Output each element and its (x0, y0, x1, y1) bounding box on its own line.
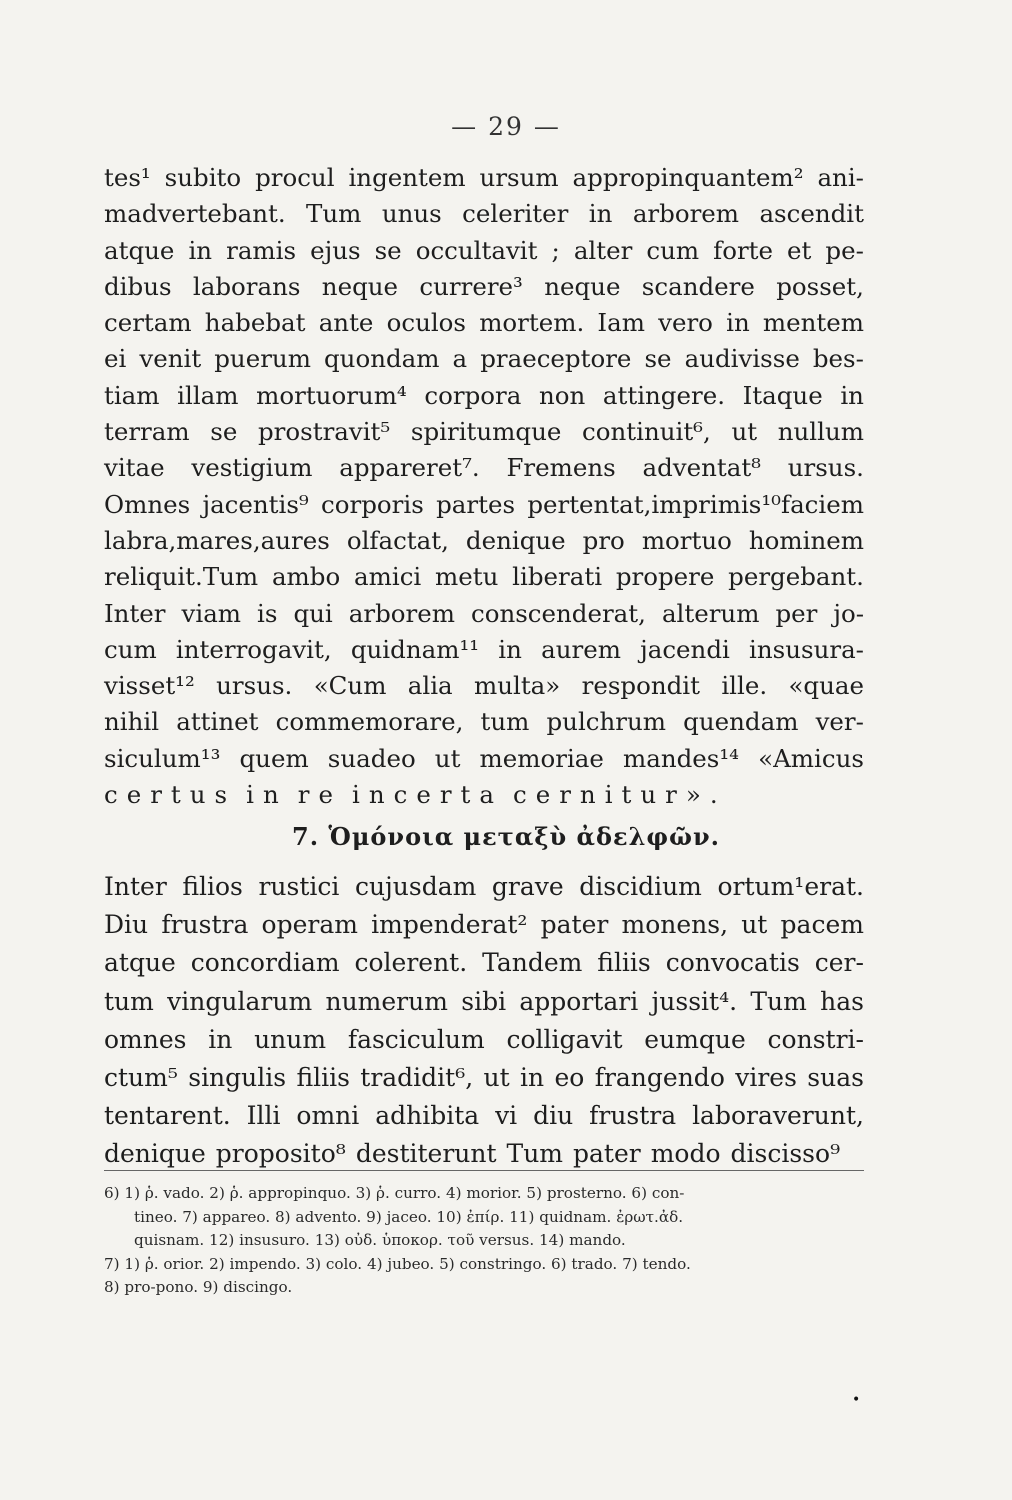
word: tradidit⁶, (360, 1062, 474, 1092)
text-line (104, 1097, 864, 1135)
text-line (104, 450, 864, 486)
word: ver- (815, 707, 864, 737)
word: in (520, 1062, 545, 1092)
word: subito (164, 163, 242, 192)
word: puerum (214, 344, 311, 374)
word: frustra (161, 910, 249, 940)
word: cum (104, 634, 157, 664)
word: viam (181, 598, 242, 628)
word: arborem (632, 199, 740, 229)
word: denique (465, 525, 566, 555)
word: corpora (424, 380, 522, 410)
word: re (297, 780, 342, 810)
word: mortem. (479, 308, 585, 338)
text-line (104, 741, 864, 777)
word: mortuorum⁴ (256, 380, 407, 410)
word: quem (239, 743, 309, 773)
word: jussit⁴. (651, 986, 738, 1016)
footnote-line: quisnam. 12) insusuro. 13) οὐδ. ὑποκορ. τοῦ versus. 14) mando. (134, 1231, 626, 1249)
word: tum (480, 707, 530, 737)
word: discidium (579, 872, 702, 901)
word: is (257, 598, 278, 628)
word: cer- (814, 948, 864, 978)
word: «quae (788, 671, 864, 701)
word: aurem (541, 634, 621, 664)
footnote-divider (104, 1170, 864, 1171)
word: convocatis (665, 948, 800, 978)
word: omni (296, 1101, 360, 1131)
word: destiterunt (355, 1139, 497, 1169)
word: atque (104, 235, 175, 265)
word: celeriter (462, 199, 569, 229)
word: «Amicus (758, 743, 864, 773)
word: in (726, 308, 750, 338)
word: quondam (323, 344, 440, 374)
word: vires (735, 1062, 797, 1092)
word: pro (582, 525, 625, 555)
word: commemorare, (275, 707, 464, 737)
word: Fremens (506, 453, 616, 483)
word: monens, (621, 910, 729, 940)
word: ut (434, 743, 461, 773)
word: jacendi (640, 634, 730, 664)
word: sibi (461, 986, 507, 1016)
word: insusura- (749, 634, 864, 664)
word: mortuo (641, 525, 732, 555)
word: discisso⁹ (730, 1139, 841, 1169)
footnote-line: tineo. 7) appareo. 8) advento. 9) jaceo. 10) ἐπίρ. 11) quidnam. ἐρωτ.ἀδ. (134, 1207, 684, 1226)
text-line (104, 906, 864, 944)
word: adhibita (375, 1101, 480, 1131)
text-line (104, 1135, 864, 1173)
word: praeceptore (480, 344, 632, 374)
word: posset, (776, 271, 864, 301)
text-line (104, 487, 864, 523)
word: terram (104, 417, 190, 447)
word: alterum (661, 598, 760, 628)
word: denique (104, 1139, 206, 1169)
word: in (840, 380, 864, 410)
word: attinet (176, 707, 259, 737)
word: tentarent. (104, 1101, 231, 1131)
text-line (104, 777, 864, 813)
word: liberati (512, 562, 603, 592)
word: alia (407, 671, 453, 701)
word: filiis (597, 948, 651, 978)
text-line (104, 559, 864, 595)
text-line (104, 378, 864, 414)
word: eumque (644, 1024, 746, 1054)
word: mentem (762, 308, 864, 338)
word: Tum (306, 199, 362, 229)
word: ani- (817, 163, 864, 192)
word: cum (646, 235, 700, 265)
word: habebat (204, 308, 306, 338)
word: hominem (748, 525, 864, 555)
word: Illi (246, 1101, 281, 1131)
word: vestigium (191, 453, 313, 483)
word: visset¹² (104, 671, 195, 701)
word: nullum (777, 417, 864, 447)
word: in (588, 199, 613, 229)
word: unus (381, 199, 442, 229)
word: cujusdam (354, 872, 477, 901)
word: non (538, 380, 586, 410)
text-line (104, 1021, 864, 1059)
word: se (644, 344, 672, 374)
word: Tandem (482, 948, 583, 978)
word: pulchrum (546, 707, 667, 737)
word: Tum (506, 1139, 564, 1169)
footnote-line: 8) pro-pono. 9) discingo. (104, 1278, 293, 1296)
word: se (210, 417, 238, 447)
word: singulis (188, 1062, 287, 1092)
word: in (498, 634, 522, 664)
word: Tum (750, 986, 807, 1016)
word: ante (318, 308, 374, 338)
word: interrogavit, (175, 634, 332, 664)
footnote-line: 7) 1) ῥ. orior. 2) impendo. 3) colo. 4) jubeo. 5) constringo. 6) trado. 7) tendo. (104, 1254, 691, 1273)
word: currere³ (419, 271, 523, 301)
word: continuit⁶, (582, 417, 711, 447)
text-line (104, 196, 864, 232)
word: incerta (351, 780, 503, 810)
word: illam (177, 380, 239, 410)
word: ut (741, 910, 768, 940)
word: grave (491, 872, 564, 901)
word: quendam (683, 707, 799, 737)
word: et (787, 235, 812, 265)
word: constri- (767, 1024, 864, 1054)
word: siculum¹³ (104, 743, 221, 773)
paragraph-bear-story (104, 160, 864, 813)
word: amici (354, 562, 422, 592)
word: per (775, 598, 818, 628)
word: colligavit (506, 1024, 623, 1054)
word: certam (104, 308, 192, 338)
word: reliquit.Tum (104, 562, 259, 592)
word: colerent. (354, 948, 468, 978)
word: ursus. (216, 671, 293, 701)
word: se (374, 235, 402, 265)
word: pater (573, 1139, 641, 1169)
word: jacentis⁹ (202, 489, 309, 519)
ink-dot: • (852, 1392, 861, 1408)
word: Inter (104, 872, 167, 901)
text-line (104, 160, 864, 196)
word: laborans (192, 271, 301, 301)
word: quidnam¹¹ (350, 634, 480, 664)
word: ut (483, 1062, 510, 1092)
word: dibus (104, 271, 172, 301)
word: occultavit (415, 235, 538, 265)
page-number: — 29 — (451, 112, 561, 141)
word: olfactat, (346, 525, 449, 555)
word: nihil (104, 707, 160, 737)
text-line (104, 341, 864, 377)
word: tes¹ (104, 163, 151, 192)
word: attingere. (602, 380, 725, 410)
word: appareret⁷. (339, 453, 480, 483)
text-line (104, 523, 864, 559)
word: ut (731, 417, 758, 447)
word: labra,mares,aures (104, 525, 330, 555)
word: pertentat,imprimis¹⁰faciem (527, 489, 864, 519)
word: atque (104, 948, 176, 978)
word: Omnes (104, 489, 191, 519)
text-line (104, 414, 864, 450)
word: in (188, 235, 213, 265)
word: Itaque (742, 380, 823, 410)
text-line (104, 269, 864, 305)
word: appropinquantem² (572, 163, 804, 192)
word: in (208, 1024, 233, 1054)
word: a (452, 344, 468, 374)
word: partes (436, 489, 516, 519)
word: modo (650, 1139, 721, 1169)
text-line (104, 668, 864, 704)
word: vero (658, 308, 713, 338)
word: impenderat² (371, 910, 528, 940)
word: ingentem (348, 163, 466, 192)
word: venit (139, 344, 202, 374)
word: frustra (589, 1101, 677, 1131)
word: respondit (581, 671, 700, 701)
word: Diu (104, 910, 149, 940)
section-heading: 7. Ὁμόνοια μεταξὺ ἀδελφῶν. (292, 822, 720, 851)
word: vi (495, 1101, 518, 1131)
word: qui (293, 598, 333, 628)
word: ursus. (787, 453, 864, 483)
word: ille. (721, 671, 768, 701)
word: unum (254, 1024, 327, 1054)
word: procul (255, 163, 335, 192)
word: alter (573, 235, 633, 265)
word: pater (540, 910, 609, 940)
word: numerum (325, 986, 448, 1016)
text-line (104, 632, 864, 668)
word: conscenderat, (470, 598, 646, 628)
word: proposito⁸ (215, 1139, 346, 1169)
word: Inter (104, 598, 166, 628)
word: corporis (321, 489, 424, 519)
word: neque (544, 271, 621, 301)
footnote-line: 6) 1) ῥ. vado. 2) ῥ. appropinquo. 3) ῥ. curro. 4) morior. 5) prosterno. 6) con- (104, 1184, 685, 1202)
word: cernitur». (512, 780, 727, 810)
word: in (246, 780, 288, 810)
footnotes (104, 1182, 854, 1300)
word: eo (554, 1062, 585, 1092)
word: oculos (386, 308, 467, 338)
word: madvertebant. (104, 199, 286, 229)
text-line (104, 944, 864, 982)
word: has (820, 986, 864, 1016)
word: vingularum (167, 986, 313, 1016)
text-line (104, 868, 864, 906)
word: ursum (479, 163, 559, 192)
word: ascendit (759, 199, 864, 229)
word: pe- (825, 235, 864, 265)
word: frangendo (594, 1062, 725, 1092)
word: operam (261, 910, 358, 940)
word: certus (104, 780, 237, 810)
text-line (104, 983, 864, 1021)
word: ; (551, 235, 560, 265)
word: suas (807, 1062, 864, 1092)
word: concordiam (190, 948, 340, 978)
word: pacem (780, 910, 864, 940)
word: fasciculum (347, 1024, 485, 1054)
text-line (104, 305, 864, 341)
text-line (104, 1059, 864, 1097)
word: adventat⁸ (642, 453, 761, 483)
word: forte (713, 235, 773, 265)
word: prostravit⁵ (258, 417, 391, 447)
word: rustici (258, 872, 340, 901)
word: tiam (104, 380, 160, 410)
word: metu (435, 562, 499, 592)
word: ramis (226, 235, 297, 265)
word: suadeo (327, 743, 416, 773)
word: filiis (296, 1062, 350, 1092)
word: arborem (348, 598, 455, 628)
word: bes- (812, 344, 864, 374)
word: Iam (597, 308, 645, 338)
paragraph-brothers-story (104, 868, 864, 1174)
text-line (104, 233, 864, 269)
word: ejus (310, 235, 361, 265)
word: ortum¹erat. (717, 872, 864, 901)
word: memoriae (479, 743, 604, 773)
text-line (104, 704, 864, 740)
word: vitae (104, 453, 165, 483)
word: ctum⁵ (104, 1062, 178, 1092)
word: «Cum (313, 671, 387, 701)
text-line (104, 596, 864, 632)
word: omnes (104, 1024, 187, 1054)
word: pergebant. (728, 562, 864, 592)
word: jo- (833, 598, 864, 628)
word: neque (321, 271, 399, 301)
word: scandere (641, 271, 755, 301)
word: laboraverunt, (692, 1101, 864, 1131)
word: propere (615, 562, 715, 592)
word: spiritumque (410, 417, 562, 447)
word: ambo (271, 562, 341, 592)
word: filios (182, 872, 243, 901)
word: audivisse (684, 344, 800, 374)
word: multa» (473, 671, 561, 701)
word: apportari (519, 986, 639, 1016)
word: diu (533, 1101, 574, 1131)
word: tum (104, 986, 154, 1016)
word: ei (104, 344, 127, 374)
word: mandes¹⁴ (622, 743, 740, 773)
